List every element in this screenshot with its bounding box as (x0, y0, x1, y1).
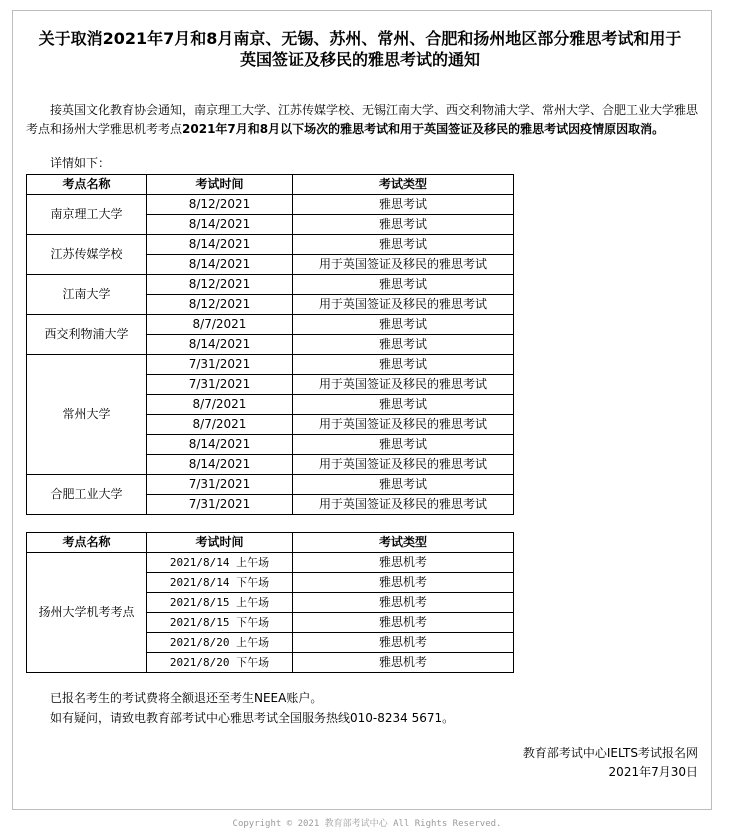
signature-date: 2021年7月30日 (608, 765, 698, 779)
date-cell: 8/12/2021 (147, 195, 293, 215)
date-cell: 8/14/2021 (147, 335, 293, 355)
header-venue: 考点名称 (27, 175, 147, 195)
details-label: 详情如下： (50, 156, 111, 170)
table-row (27, 355, 514, 375)
type-cell: 雅思考试 (293, 355, 514, 375)
type-cell: 雅思考试 (293, 315, 514, 335)
type-cell: 雅思考试 (293, 235, 514, 255)
date-cell: 2021/8/14 上午场 (147, 553, 293, 573)
venue-cell: 西交利物浦大学 (27, 315, 147, 355)
date-cell: 7/31/2021 (147, 355, 293, 375)
type-cell: 雅思考试 (293, 435, 514, 455)
type-cell: 雅思考试 (293, 215, 514, 235)
type-cell: 用于英国签证及移民的雅思考试 (293, 495, 514, 515)
table-1-body (27, 195, 514, 515)
contact-note: 如有疑问，请致电教育部考试中心雅思考试全国服务热线010-8234 5671。 (50, 711, 455, 725)
table-row (27, 195, 514, 215)
venue-cell: 合肥工业大学 (27, 475, 147, 515)
page-title (20, 28, 700, 70)
title-line-2: 英国签证及移民的雅思考试的通知 (239, 50, 480, 69)
type-cell: 雅思考试 (293, 335, 514, 355)
header-date: 考试时间 (147, 533, 293, 553)
date-cell: 2021/8/14 下午场 (147, 573, 293, 593)
type-cell: 用于英国签证及移民的雅思考试 (293, 455, 514, 475)
date-cell: 7/31/2021 (147, 375, 293, 395)
type-cell: 雅思机考 (293, 633, 514, 653)
date-cell: 8/12/2021 (147, 275, 293, 295)
table-row (27, 235, 514, 255)
type-cell: 雅思考试 (293, 275, 514, 295)
type-cell: 用于英国签证及移民的雅思考试 (293, 295, 514, 315)
date-cell: 2021/8/20 下午场 (147, 653, 293, 673)
type-cell: 雅思机考 (293, 653, 514, 673)
date-cell: 2021/8/15 下午场 (147, 613, 293, 633)
type-cell: 用于英国签证及移民的雅思考试 (293, 375, 514, 395)
intro-bold-text: 2021年7月和8月以下场次的雅思考试和用于英国签证及移民的雅思考试因疫情原因取消。 (182, 122, 665, 136)
date-cell: 8/14/2021 (147, 235, 293, 255)
table-row (27, 275, 514, 295)
venue-cell: 南京理工大学 (27, 195, 147, 235)
date-cell: 8/12/2021 (147, 295, 293, 315)
type-cell: 雅思机考 (293, 593, 514, 613)
header-type: 考试类型 (293, 175, 514, 195)
table-2-body (27, 553, 514, 673)
copyright-footer: Copyright © 2021 教育部考试中心 All Rights Reserved. (232, 819, 502, 829)
date-cell: 8/7/2021 (147, 315, 293, 335)
date-cell: 8/7/2021 (147, 415, 293, 435)
date-cell: 8/7/2021 (147, 395, 293, 415)
type-cell: 雅思考试 (293, 195, 514, 215)
date-cell: 7/31/2021 (147, 475, 293, 495)
table-row (27, 315, 514, 335)
signature-org: 教育部考试中心IELTS考试报名网 (522, 746, 698, 760)
date-cell: 8/14/2021 (147, 435, 293, 455)
type-cell: 雅思机考 (293, 613, 514, 633)
table-header-row (27, 175, 514, 195)
type-cell: 雅思机考 (293, 573, 514, 593)
title-line-1: 关于取消2021年7月和8月南京、无锡、苏州、常州、合肥和扬州地区部分雅思考试和用于 (38, 29, 682, 48)
venue-cell: 江南大学 (27, 275, 147, 315)
type-cell: 用于英国签证及移民的雅思考试 (293, 415, 514, 435)
refund-note: 已报名考生的考试费将全额退还至考生NEEA账户。 (50, 691, 323, 705)
cancellation-table-1 (26, 174, 514, 515)
header-type: 考试类型 (293, 533, 514, 553)
intro-text: 接英国文化教育协会通知，南京理工大学、江苏传媒学校、无锡江南大学、西交利物浦大学、常州大学、合肥工业大学雅思考点和扬州大学雅思机考考点 (26, 103, 699, 136)
date-cell: 7/31/2021 (147, 495, 293, 515)
date-cell: 8/14/2021 (147, 455, 293, 475)
header-venue: 考点名称 (27, 533, 147, 553)
date-cell: 2021/8/15 上午场 (147, 593, 293, 613)
table-header-row (27, 533, 514, 553)
date-cell: 8/14/2021 (147, 215, 293, 235)
type-cell: 雅思考试 (293, 395, 514, 415)
type-cell: 雅思考试 (293, 475, 514, 495)
table-row (27, 553, 514, 573)
date-cell: 8/14/2021 (147, 255, 293, 275)
venue-cell: 扬州大学机考考点 (27, 553, 147, 673)
venue-cell: 常州大学 (27, 355, 147, 475)
cancellation-table-2 (26, 532, 514, 673)
intro-paragraph (26, 101, 702, 139)
venue-cell: 江苏传媒学校 (27, 235, 147, 275)
type-cell: 雅思机考 (293, 553, 514, 573)
date-cell: 2021/8/20 上午场 (147, 633, 293, 653)
header-date: 考试时间 (147, 175, 293, 195)
type-cell: 用于英国签证及移民的雅思考试 (293, 255, 514, 275)
table-row (27, 475, 514, 495)
